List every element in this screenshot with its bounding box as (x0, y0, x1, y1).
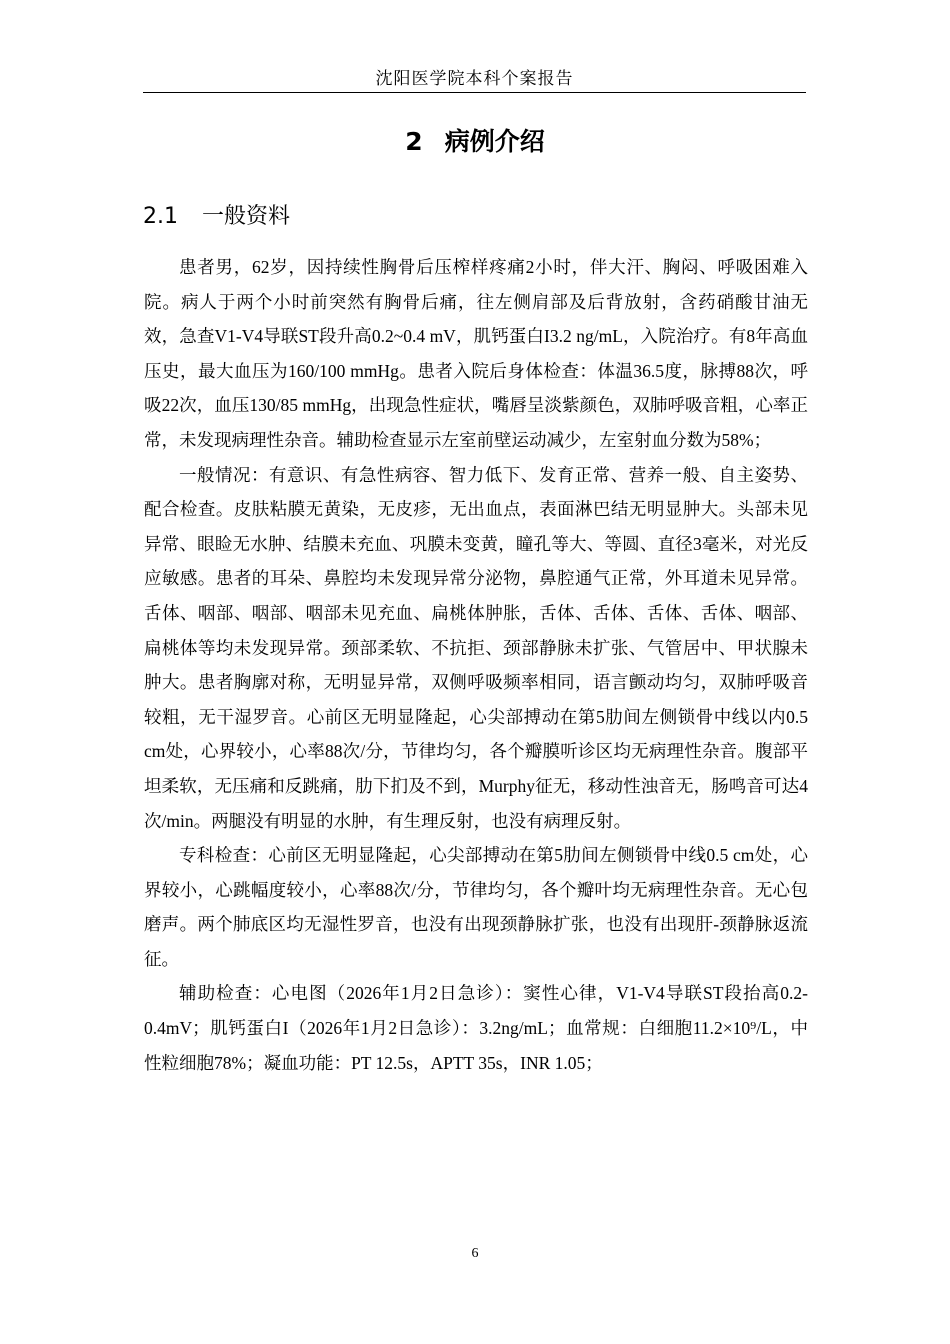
section-heading (143, 198, 290, 236)
chapter-title (0, 122, 950, 162)
paragraph-auxiliary-exam: 辅助检查：心电图（2026年1月2日急诊）：窦性心律，V1-V4导联ST段抬高0.2-0.4mV；肌钙蛋白I（2026年1月2日急诊）：3.2ng/mL；血常规：白细胞11.2×10⁹/L，中性粒细胞78%；凝血功能：PT 12.5s，APTT 35s，INR 1.05； (144, 983, 808, 1073)
chapter-number: 2 (405, 127, 423, 156)
section-title-text: 一般资料 (202, 204, 291, 229)
page-number: 6 (471, 1246, 479, 1261)
paragraph-specialist-exam: 专科检查：心前区无明显隆起，心尖部搏动在第5肋间左侧锁骨中线0.5 cm处，心界较小，心跳幅度较小，心率88次/分，节律均匀，各个瓣叶均无病理性杂音。无心包磨声。两个肺底区均无湿性罗音，也没有出现颈静脉扩张，也没有出现肝-颈静脉返流征。 (144, 845, 808, 969)
paragraph-general-condition: 一般情况：有意识、有急性病容、智力低下、发育正常、营养一般、自主姿势、配合检查。皮肤粘膜无黄染，无皮疹，无出血点，表面淋巴结无明显肿大。头部未见异常、眼睑无水肿、结膜未充血、巩膜未变黄，瞳孔等大、等圆、直径3毫米，对光反应敏感。患者的耳朵、鼻腔均未发现异常分泌物，鼻腔通气正常，外耳道未见异常。舌体、咽部、咽部、咽部未见充血、扁桃体肿胀，舌体、舌体、舌体、舌体、咽部、扁桃体等均未发现异常。颈部柔软、不抗拒、颈部静脉未扩张、气管居中、甲状腺未肿大。患者胸廓对称，无明显异常，双侧呼吸频率相同，语言颤动均匀，双肺呼吸音较粗，无干湿罗音。心前区无明显隆起，心尖部搏动在第5肋间左侧锁骨中线以内0.5 cm处，心界较小，心率88次/分，节律均匀，各个瓣膜听诊区均无病理性杂音。腹部平坦柔软，无压痛和反跳痛，肋下扪及不到，Murphy征无，移动性浊音无，肠鸣音可达4次/min。两腿没有明显的水肿，有生理反射，也没有病理反射。 (144, 464, 808, 831)
page-header: 沈阳医学院本科个案报告 (143, 66, 806, 93)
body-text (144, 250, 808, 1080)
chapter-title-text: 病例介绍 (444, 127, 545, 156)
section-number: 2.1 (143, 204, 178, 229)
paragraph-patient-summary: 患者男，62岁，因持续性胸骨后压榨样疼痛2小时，伴大汗、胸闷、呼吸困难入院。病人于两个小时前突然有胸骨后痛，往左侧肩部及后背放射，含药硝酸甘油无效，急查V1-V4导联ST段升高0.2~0.4 mV，肌钙蛋白I3.2 ng/mL，入院治疗。有8年高血压史，最大血压为160/100 mmHg。患者入院后身体检查：体温36.5度，脉搏88次，呼吸22次，血压130/85 mmHg，出现急性症状，嘴唇呈淡紫颜色，双肺呼吸音粗，心率正常，未发现病理性杂音。辅助检查显示左室前壁运动减少，左室射血分数为58%； (144, 257, 808, 450)
